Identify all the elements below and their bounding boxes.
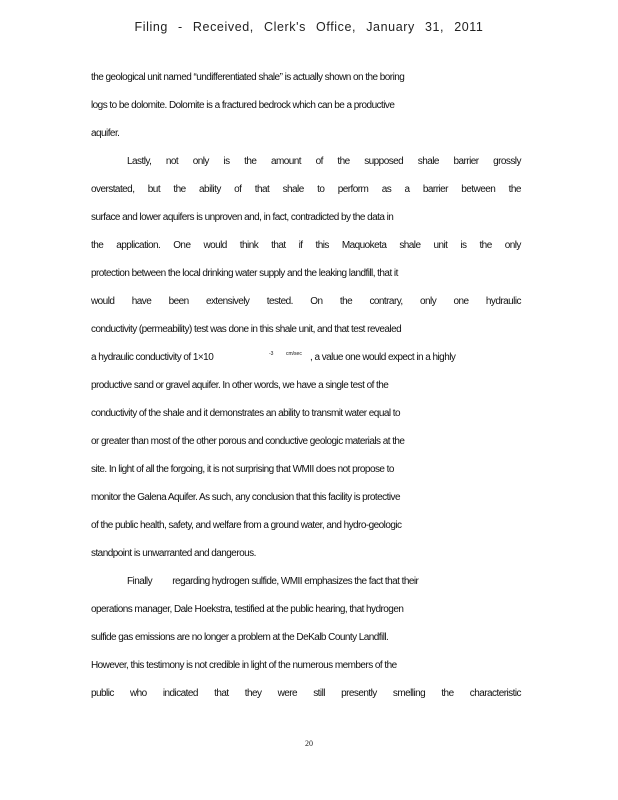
word: tested. xyxy=(266,296,293,307)
body-line: site. In light of all the forgoing, it is not surprising that WMII does not propose to xyxy=(91,464,394,475)
page-number: 20 xyxy=(305,739,313,748)
paragraph-lead-word: Finally xyxy=(127,576,153,587)
body-line-justified xyxy=(91,296,521,308)
word: barrier xyxy=(422,184,448,195)
word: barrier xyxy=(453,156,479,167)
word: is xyxy=(460,240,467,251)
body-line: or greater than most of the other porous and conductive geologic materials at the xyxy=(91,436,405,447)
body-line-justified xyxy=(91,688,521,700)
word: would xyxy=(91,296,115,307)
body-line: However, this testimony is not credible in light of the numerous members of the xyxy=(91,660,397,671)
word: the xyxy=(91,240,104,251)
word: as xyxy=(381,184,392,195)
word: only xyxy=(420,296,437,307)
body-line: monitor the Galena Aquifer. As such, any conclusion that this facility is protective xyxy=(91,492,400,503)
body-line: productive sand or gravel aquifer. In other words, we have a single test of the xyxy=(91,380,389,391)
body-line: logs to be dolomite. Dolomite is a fractured bedrock which can be a productive xyxy=(91,100,395,111)
word: One xyxy=(173,240,191,251)
word: amount xyxy=(270,156,301,167)
body-line: operations manager, Dale Hoekstra, testified at the public hearing, that hydrogen xyxy=(91,604,404,615)
word: Maquoketa xyxy=(341,240,387,251)
word: contrary, xyxy=(369,296,403,307)
word: perform xyxy=(337,184,369,195)
word: to xyxy=(317,184,325,195)
word: this xyxy=(315,240,329,251)
word: that xyxy=(271,240,286,251)
word: public xyxy=(91,688,114,699)
body-line-justified xyxy=(127,156,521,168)
word: overstated, xyxy=(91,184,135,195)
word: smelling xyxy=(392,688,426,699)
word: that xyxy=(254,184,270,195)
word: the xyxy=(479,240,492,251)
word: that xyxy=(214,688,229,699)
word: of xyxy=(315,156,323,167)
word: the xyxy=(339,296,353,307)
conductivity-text-continued: , a value one would expect in a highly xyxy=(310,352,456,363)
body-line: the geological unit named “undifferentiated shale” is actually shown on the boring xyxy=(91,72,405,83)
word: grossly xyxy=(493,156,521,167)
word: have xyxy=(131,296,152,307)
body-line: conductivity (permeability) test was done in this shale unit, and that test revealed xyxy=(91,324,402,335)
filing-header: Filing - Received, Clerk's Office, January 31, 2011 xyxy=(134,20,484,34)
body-line-paragraph-start xyxy=(127,576,521,588)
word: who xyxy=(129,688,147,699)
word: they xyxy=(244,688,262,699)
word: the xyxy=(441,688,454,699)
word: a xyxy=(404,184,410,195)
body-line: aquifer. xyxy=(91,128,120,139)
word: between xyxy=(461,184,496,195)
word: only xyxy=(504,240,521,251)
word: supposed xyxy=(364,156,404,167)
word: the xyxy=(508,184,521,195)
word: extensively xyxy=(205,296,250,307)
body-line: protection between the local drinking water supply and the leaking landfill, that it xyxy=(91,268,398,279)
unit-label: cm/sec xyxy=(286,351,302,357)
word: were xyxy=(277,688,298,699)
body-line: surface and lower aquifers is unproven and, in fact, contradicted by the data in xyxy=(91,212,394,223)
word: if xyxy=(298,240,303,251)
word: would xyxy=(203,240,227,251)
word: not xyxy=(165,156,179,167)
word: the xyxy=(244,156,257,167)
word: the xyxy=(337,156,350,167)
word: unit xyxy=(433,240,448,251)
word: is xyxy=(223,156,230,167)
body-line-conductivity xyxy=(91,352,521,364)
word: hydraulic xyxy=(485,296,521,307)
word: On xyxy=(310,296,323,307)
body-line: conductivity of the shale and it demonstrates an ability to transmit water equal to xyxy=(91,408,400,419)
word: the xyxy=(173,184,186,195)
word: shale xyxy=(417,156,439,167)
word: only xyxy=(192,156,209,167)
word: one xyxy=(453,296,469,307)
body-line-justified xyxy=(91,184,521,196)
word: presently xyxy=(341,688,377,699)
exponent: -3 xyxy=(269,351,274,357)
word: application. xyxy=(116,240,161,251)
word: indicated xyxy=(162,688,198,699)
body-line: standpoint is unwarranted and dangerous. xyxy=(91,548,256,559)
word: but xyxy=(147,184,161,195)
body-line-justified xyxy=(91,240,521,252)
word: of xyxy=(234,184,242,195)
body-line: sulfide gas emissions are no longer a problem at the DeKalb County Landfill. xyxy=(91,632,389,643)
word: characteristic xyxy=(469,688,521,699)
word: been xyxy=(168,296,189,307)
word: still xyxy=(313,688,325,699)
word: Lastly, xyxy=(127,156,152,167)
paragraph-text: regarding hydrogen sulfide, WMII emphasizes the fact that their xyxy=(172,576,419,587)
word: think xyxy=(239,240,259,251)
word: shale xyxy=(282,184,304,195)
conductivity-text: a hydraulic conductivity of 1×10 xyxy=(91,352,214,363)
word: ability xyxy=(199,184,221,195)
body-line: of the public health, safety, and welfare from a ground water, and hydro-geologic xyxy=(91,520,402,531)
word: shale xyxy=(399,240,421,251)
